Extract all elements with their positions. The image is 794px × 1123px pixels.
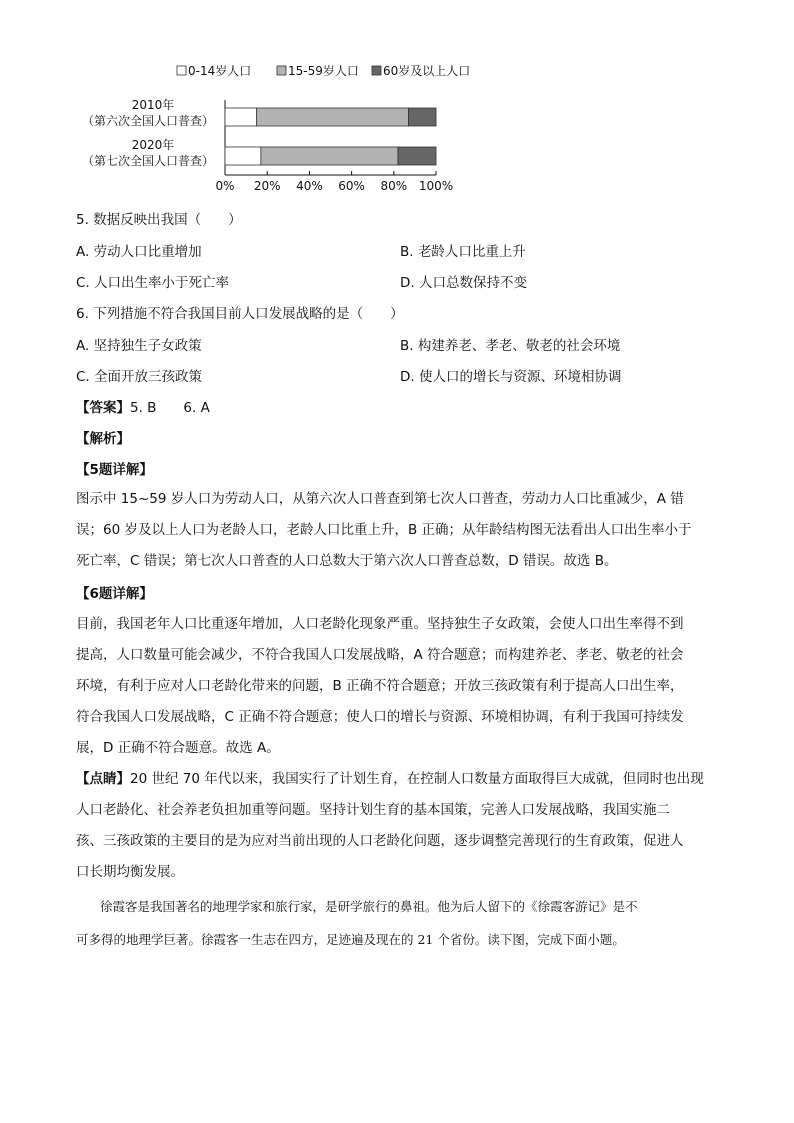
q6-option-d: D. 使人口的增长与资源、环境相协调 — [400, 369, 622, 385]
chart-bars — [225, 108, 436, 165]
age-structure-chart — [70, 55, 490, 200]
q5-option-c: C. 人口出生率小于死亡率 — [76, 275, 230, 291]
q5-option-d: D. 人口总数保持不变 — [400, 275, 527, 291]
answer-line — [76, 396, 210, 416]
intro-line: 徐霞客是我国著名的地理学家和旅行家，是研学旅行的鼻祖。他为后人留下的《徐霞客游记》是不 — [100, 899, 638, 914]
tip-line: 口长期均衡发展。 — [76, 864, 184, 880]
x-tick-label: 40% — [296, 179, 323, 193]
bar-segment — [261, 147, 398, 165]
q6-stem: 6. 下列措施不符合我国目前人口发展战略的是（ ） — [76, 306, 404, 322]
tip-line: 孩、三孩政策的主要目的是为应对当前出现的人口老龄化问题，逐步调整完善现行的生育政策，促进人 — [76, 833, 684, 849]
x-axis-ticks — [215, 171, 453, 193]
detail5-line: 误；60 岁及以上人口为老龄人口，老龄人口比重上升，B 正确；从年龄结构图无法看出人口出生率小于 — [76, 522, 692, 538]
legend-label: 0-14岁人口 — [188, 64, 252, 78]
x-tick-label: 0% — [215, 179, 235, 193]
bar-segment — [225, 108, 257, 126]
legend-label: 60岁及以上人口 — [383, 64, 471, 78]
x-tick-label: 80% — [380, 179, 408, 193]
answer-label: 【答案】 — [76, 400, 130, 416]
tip-label: 【点睛】 — [76, 771, 130, 787]
detail6-line: 环境，有利于应对人口老龄化带来的问题，B 正确不符合题意；开放三孩政策有利于提高人口出生率， — [76, 678, 684, 694]
bar-segment — [409, 108, 436, 126]
x-tick-label: 100% — [418, 179, 454, 193]
x-tick-label: 20% — [253, 179, 281, 193]
legend-swatch — [277, 66, 286, 75]
bar-segment — [257, 108, 409, 126]
q5-option-a: A. 劳动人口比重增加 — [76, 244, 202, 260]
tip-line: 【点睛】20 世纪 70 年代以来，我国实行了计划生育，在控制人口数量方面取得巨大成就，但同时也出现 — [76, 771, 704, 787]
bar-segment — [398, 147, 436, 165]
legend-swatch — [177, 66, 186, 75]
tip-paragraph — [76, 764, 726, 888]
analysis-heading: 【解析】 — [76, 431, 130, 447]
detail6-paragraph — [76, 609, 726, 764]
q6-option-b: B. 构建养老、孝老、敬老的社会环境 — [400, 338, 621, 354]
detail6-line: 展，D 正确不符合题意。故选 A。 — [76, 740, 280, 756]
intro-line: 可多得的地理学巨著。徐霞客一生志在四方，足迹遍及现在的 21 个省份。读下图，完成下面小题。 — [76, 932, 625, 947]
category-label-year: 2010年 — [131, 98, 175, 112]
q5-option-b: B. 老龄人口比重上升 — [400, 244, 526, 260]
category-label-year: 2020年 — [131, 138, 175, 152]
answer-text: 5. B 6. A — [130, 400, 210, 416]
x-tick-label: 60% — [338, 179, 365, 193]
q5-stem: 5. 数据反映出我国（ ） — [76, 212, 242, 228]
category-labels — [82, 97, 214, 168]
detail5-line: 死亡率，C 错误；第七次人口普查的人口总数大于第六次人口普查总数，D 错误。故选 B。 — [76, 553, 618, 569]
tip-line: 人口老龄化、社会养老负担加重等问题。坚持计划生育的基本国策，完善人口发展战略，我国实施二 — [76, 802, 670, 818]
detail6-heading: 【6题详解】 — [76, 586, 153, 602]
category-label-census: （第六次全国人口普查） — [81, 114, 215, 128]
detail5-paragraph — [76, 484, 726, 577]
detail6-line: 目前，我国老年人口比重逐年增加，人口老龄化现象严重。坚持独生子女政策，会使人口出生率得不到 — [76, 616, 684, 632]
category-label-census: （第七次全国人口普查） — [81, 154, 215, 168]
bar-segment — [225, 147, 261, 165]
q6-option-c: C. 全面开放三孩政策 — [76, 369, 203, 385]
detail5-line: 图示中 15~59 岁人口为劳动人口，从第六次人口普查到第七次人口普查，劳动力人口比重减少，A 错 — [76, 491, 684, 507]
detail5-heading: 【5题详解】 — [76, 462, 153, 478]
detail6-line: 符合我国人口发展战略，C 正确不符合题意；使人口的增长与资源、环境相协调，有利于我国可持续发 — [76, 709, 684, 725]
chart-legend — [177, 63, 470, 78]
q6-option-a: A. 坚持独生子女政策 — [76, 338, 202, 354]
next-question-intro — [76, 890, 750, 956]
legend-label: 15-59岁人口 — [288, 64, 359, 78]
legend-swatch — [372, 66, 381, 75]
detail6-line: 提高，人口数量可能会减少，不符合我国人口发展战略，A 符合题意；而构建养老、孝老、敬老的社会 — [76, 647, 684, 663]
